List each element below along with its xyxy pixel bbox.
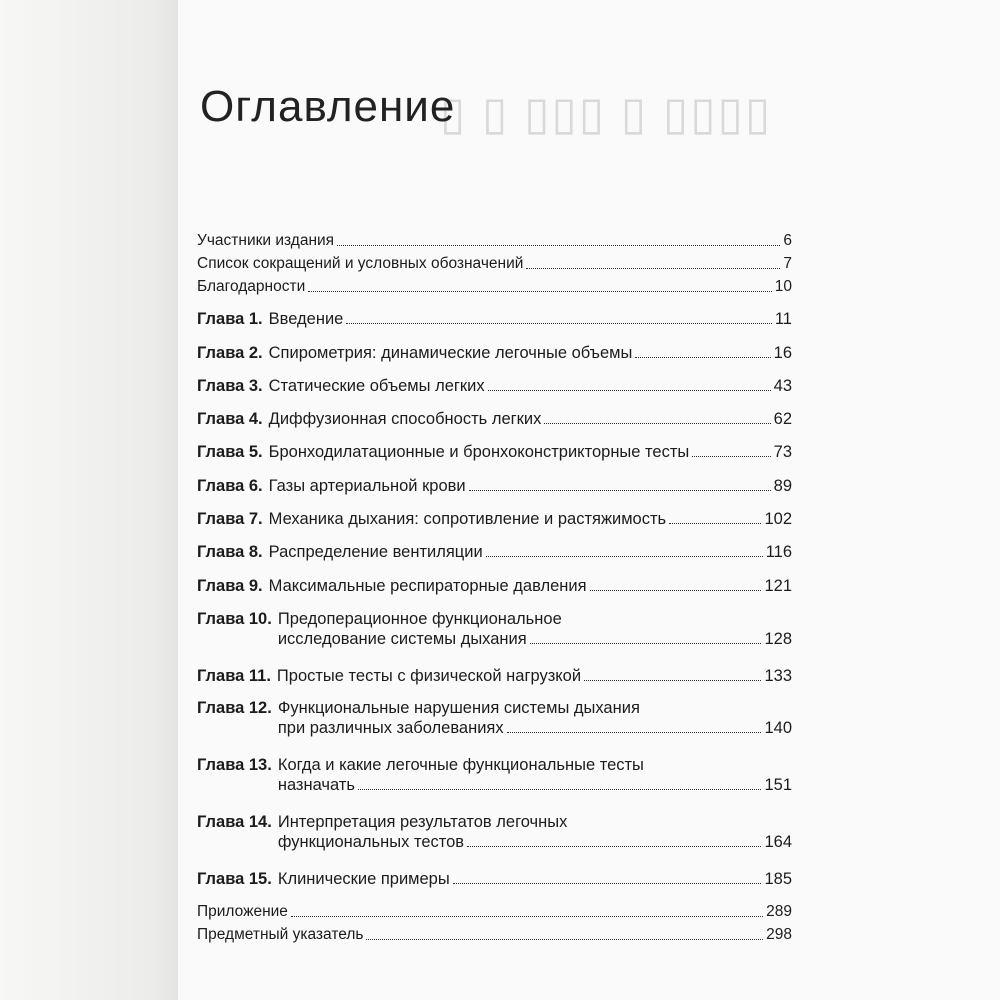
toc-chapter-7[interactable] [197,509,792,529]
chapter-label: Глава 11. [197,667,271,685]
leader-dots [488,390,771,391]
leader-dots [469,490,771,491]
toc-chapter-8[interactable] [197,542,792,562]
leader-dots [590,590,762,591]
toc-chapter-12[interactable] [197,698,792,738]
leader-dots [692,456,770,457]
chapter-title-line-1: Функциональные нарушения системы дыхания [277,699,640,717]
leader-dots [358,789,761,790]
toc-page-number: 6 [783,232,792,249]
chapter-title-line-2: исследование системы дыхания [277,630,527,648]
toc-chapter-10[interactable] [197,609,792,649]
toc-page-number: 185 [764,870,792,888]
toc-entry-title: Предметный указатель [197,926,364,943]
toc-chapter-2[interactable] [197,343,792,363]
chapter-label: Глава 5. [197,443,263,461]
chapter-title: Клинические примеры [277,870,450,888]
toc-entry-participants[interactable] [197,231,792,251]
page-gutter [0,0,178,1000]
toc-chapter-4[interactable] [197,409,792,429]
chapter-title: Механика дыхания: сопротивление и растяжимость [268,510,667,528]
leader-dots [544,423,770,424]
toc-page-number: 298 [766,926,792,943]
toc-page-number: 289 [766,903,792,920]
chapter-title: Простые тесты с физической нагрузкой [276,667,582,685]
toc-page-number: 7 [783,255,792,272]
chapter-title-line-1: Интерпретация результатов легочных [277,813,568,831]
leader-dots [453,883,762,884]
chapter-title: Введение [268,310,344,328]
chapter-title: Бронходилатационные и бронхоконстрикторные тесты [268,443,690,461]
toc-chapter-14[interactable] [197,812,792,852]
toc-page-number: 128 [764,630,792,648]
toc-page-number: 121 [764,577,792,595]
toc-entry-index[interactable] [197,925,792,945]
leader-dots [486,556,763,557]
chapter-label: Глава 10. [197,610,272,628]
toc-chapter-13[interactable] [197,755,792,795]
leader-dots [366,939,763,940]
chapter-label: Глава 13. [197,756,272,774]
chapter-title-line-1: Предоперационное функциональное [277,610,562,628]
toc-entry-abbreviations[interactable] [197,254,792,274]
toc-page-number: 43 [773,377,792,395]
chapter-title: Распределение вентиляции [268,543,483,561]
leader-dots [346,323,772,324]
toc-page-number: 164 [764,833,792,851]
chapter-label: Глава 7. [197,510,263,528]
toc-page-number: 102 [764,510,792,528]
toc-chapter-6[interactable] [197,476,792,496]
chapter-title: Спирометрия: динамические легочные объемы [268,344,633,362]
toc-page-number: 62 [773,410,792,428]
toc-entry-title: Список сокращений и условных обозначений [197,255,524,272]
toc-entry-title: Приложение [197,903,288,920]
chapter-label: Глава 8. [197,543,263,561]
toc-page-number: 11 [774,310,792,328]
chapter-label: Глава 15. [197,870,272,888]
toc-page-number: 133 [764,667,792,685]
toc-entry-title: Благодарности [197,278,306,295]
toc-chapter-3[interactable] [197,376,792,396]
chapter-label: Глава 6. [197,477,263,495]
chapter-label: Глава 2. [197,344,263,362]
leader-dots [584,680,761,681]
leader-dots [635,357,770,358]
chapter-label: Глава 9. [197,577,263,595]
chapter-label: Глава 4. [197,410,263,428]
chapter-label: Глава 12. [197,699,272,717]
chapter-title: Максимальные респираторные давления [268,577,587,595]
chapter-title: Статические объемы легких [268,377,485,395]
toc-entry-acknowledgements[interactable] [197,277,792,297]
chapter-label: Глава 1. [197,310,263,328]
toc-chapter-9[interactable] [197,576,792,596]
chapter-title-line-2: функциональных тестов [277,833,465,851]
chapter-title: Диффузионная способность легких [268,410,542,428]
chapter-title-line-2: при различных заболеваниях [277,719,504,737]
leader-dots [526,268,780,269]
toc-chapter-1[interactable] [197,309,792,329]
chapter-label: Глава 14. [197,813,272,831]
chapter-title-line-2: назначать [277,776,355,794]
toc-entry-title: Участники издания [197,232,335,249]
toc-page-number: 116 [765,543,792,561]
toc-page-number: 16 [773,344,792,362]
toc-page-number: 73 [773,443,792,461]
bleed-through-text: ▯ ▯ ▯▯▯ ▯ ▯▯▯▯ [440,87,773,139]
leader-dots [669,523,761,524]
toc-page-number: 10 [774,278,792,295]
chapter-label: Глава 3. [197,377,263,395]
chapter-title-line-1: Когда и какие легочные функциональные тесты [277,756,644,774]
toc-entry-appendix[interactable] [197,902,792,922]
leader-dots [308,291,772,292]
chapter-title: Газы артериальной крови [268,477,466,495]
leader-dots [530,643,762,644]
toc-chapter-5[interactable] [197,442,792,462]
leader-dots [291,916,763,917]
toc-chapter-15[interactable] [197,869,792,889]
page-title: Оглавление [200,82,456,131]
leader-dots [337,245,780,246]
leader-dots [467,846,761,847]
toc-page-number: 140 [764,719,792,737]
toc-page-number: 89 [773,477,792,495]
leader-dots [507,732,762,733]
toc-page-number: 151 [764,776,792,794]
toc-chapter-11[interactable] [197,666,792,686]
